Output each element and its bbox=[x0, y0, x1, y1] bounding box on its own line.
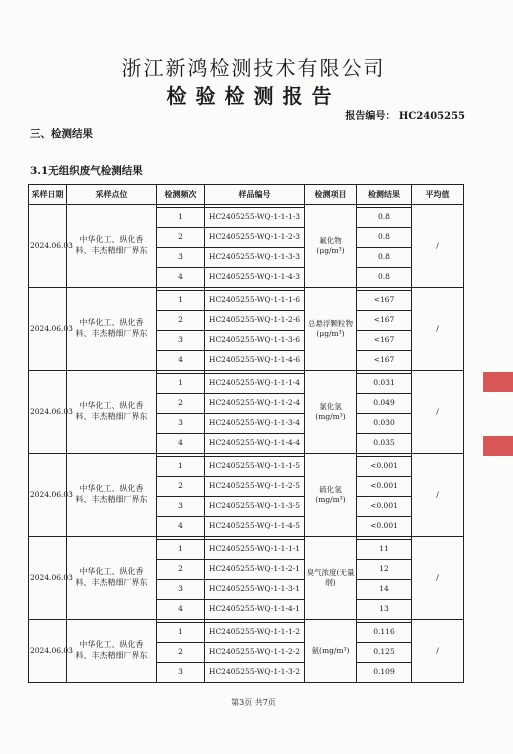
sample-number-cell: HC2405255-WQ-1-1-1-4 bbox=[205, 374, 305, 394]
company-name: 浙江新鸿检测技术有限公司 bbox=[121, 56, 386, 80]
page-footer: 第3页 共7页 bbox=[231, 698, 276, 707]
frequency-cell: 3 bbox=[157, 331, 205, 351]
sample-number-cell: HC2405255-WQ-1-1-2-1 bbox=[205, 560, 305, 580]
seal-stamp-fragment bbox=[483, 372, 507, 392]
col-header-sample-no: 样品编号 bbox=[205, 185, 305, 205]
sample-number-cell: HC2405255-WQ-1-1-1-3 bbox=[205, 208, 305, 228]
result-cell: <0.001 bbox=[357, 477, 412, 497]
sample-number-cell: HC2405255-WQ-1-1-4-4 bbox=[205, 434, 305, 454]
subsection-title: 3.1无组织废气检测结果 bbox=[30, 165, 143, 177]
sample-number-cell: HC2405255-WQ-1-1-2-4 bbox=[205, 394, 305, 414]
report-title: 检验检测报告 bbox=[166, 84, 341, 108]
report-number: 报告编号： HC2405255 bbox=[345, 111, 465, 122]
result-cell: 0.8 bbox=[357, 248, 412, 268]
sample-number-cell: HC2405255-WQ-1-1-2-6 bbox=[205, 311, 305, 331]
sample-number-cell: HC2405255-WQ-1-1-3-1 bbox=[205, 580, 305, 600]
result-cell: 0.8 bbox=[357, 228, 412, 248]
sampling-location-cell: 中华化工、纵化香料、丰杰精细厂界东 bbox=[67, 288, 157, 371]
sampling-location-cell: 中华化工、纵化香料、丰杰精细厂界东 bbox=[67, 205, 157, 288]
sample-number-cell: HC2405255-WQ-1-1-1-1 bbox=[205, 540, 305, 560]
seal-stamp-mark bbox=[483, 436, 513, 456]
sampling-location-cell: 中华化工、纵化香料、丰杰精细厂界东 bbox=[67, 371, 157, 454]
result-cell: 0.049 bbox=[357, 394, 412, 414]
sample-number-cell: HC2405255-WQ-1-1-4-3 bbox=[205, 268, 305, 288]
sampling-date-cell: 2024.06.03 bbox=[29, 537, 67, 620]
test-item-cell: 总悬浮颗粒物(μg/m³) bbox=[305, 288, 357, 371]
result-cell: <0.001 bbox=[357, 497, 412, 517]
table-header-row bbox=[29, 185, 464, 205]
result-cell: 11 bbox=[357, 540, 412, 560]
col-header-result: 检测结果 bbox=[357, 185, 412, 205]
frequency-cell: 4 bbox=[157, 434, 205, 454]
sample-number-cell: HC2405255-WQ-1-1-3-6 bbox=[205, 331, 305, 351]
test-item-cell: 氯化氢(mg/m³) bbox=[305, 371, 357, 454]
result-cell: 0.8 bbox=[357, 208, 412, 228]
test-item-cell: 硫化氢(mg/m³) bbox=[305, 454, 357, 537]
frequency-cell: 3 bbox=[157, 248, 205, 268]
frequency-cell: 2 bbox=[157, 228, 205, 248]
sampling-date-cell: 2024.06.03 bbox=[29, 205, 67, 288]
result-cell: <167 bbox=[357, 311, 412, 331]
sampling-location-cell: 中华化工、纵化香料、丰杰精细厂界东 bbox=[67, 454, 157, 537]
result-cell: <167 bbox=[357, 351, 412, 371]
sample-number-cell: HC2405255-WQ-1-1-2-3 bbox=[205, 228, 305, 248]
result-cell: 0.8 bbox=[357, 268, 412, 288]
col-header-average: 平均值 bbox=[412, 185, 464, 205]
result-cell: <0.001 bbox=[357, 517, 412, 537]
result-cell: <167 bbox=[357, 331, 412, 351]
result-cell: 0.109 bbox=[357, 663, 412, 683]
sampling-date-cell: 2024.06.03 bbox=[29, 620, 67, 683]
frequency-cell: 3 bbox=[157, 414, 205, 434]
result-cell: 12 bbox=[357, 560, 412, 580]
results-table bbox=[28, 184, 464, 683]
sample-number-cell: HC2405255-WQ-1-1-4-1 bbox=[205, 600, 305, 620]
sample-number-cell: HC2405255-WQ-1-1-2-2 bbox=[205, 643, 305, 663]
frequency-cell: 2 bbox=[157, 643, 205, 663]
test-item-cell: 臭气浓度(无量纲) bbox=[305, 537, 357, 620]
frequency-cell: 1 bbox=[157, 291, 205, 311]
frequency-cell: 2 bbox=[157, 560, 205, 580]
average-cell: / bbox=[412, 454, 464, 537]
sample-number-cell: HC2405255-WQ-1-1-1-2 bbox=[205, 623, 305, 643]
result-cell: 0.031 bbox=[357, 374, 412, 394]
sample-number-cell: HC2405255-WQ-1-1-3-4 bbox=[205, 414, 305, 434]
result-cell: 0.035 bbox=[357, 434, 412, 454]
frequency-cell: 1 bbox=[157, 208, 205, 228]
result-cell: 0.030 bbox=[357, 414, 412, 434]
sample-number-cell: HC2405255-WQ-1-1-4-5 bbox=[205, 517, 305, 537]
sampling-date-cell: 2024.06.03 bbox=[29, 371, 67, 454]
sampling-location-cell: 中华化工、纵化香料、丰杰精细厂界东 bbox=[67, 620, 157, 683]
frequency-cell: 3 bbox=[157, 663, 205, 683]
sample-number-cell: HC2405255-WQ-1-1-3-3 bbox=[205, 248, 305, 268]
frequency-cell: 4 bbox=[157, 600, 205, 620]
frequency-cell: 1 bbox=[157, 540, 205, 560]
average-cell: / bbox=[412, 371, 464, 454]
test-item-cell: 氨(mg/m³) bbox=[305, 620, 357, 683]
col-header-item: 检测项目 bbox=[305, 185, 357, 205]
col-header-date: 采样日期 bbox=[29, 185, 67, 205]
frequency-cell: 4 bbox=[157, 268, 205, 288]
average-cell: / bbox=[412, 205, 464, 288]
sample-number-cell: HC2405255-WQ-1-1-2-5 bbox=[205, 477, 305, 497]
average-cell: / bbox=[412, 620, 464, 683]
sample-number-cell: HC2405255-WQ-1-1-4-6 bbox=[205, 351, 305, 371]
average-cell: / bbox=[412, 537, 464, 620]
sample-number-cell: HC2405255-WQ-1-1-3-2 bbox=[205, 663, 305, 683]
frequency-cell: 3 bbox=[157, 497, 205, 517]
seal-stamp-mark bbox=[483, 372, 513, 392]
frequency-cell: 1 bbox=[157, 623, 205, 643]
frequency-cell: 1 bbox=[157, 457, 205, 477]
section-title: 三、检测结果 bbox=[30, 128, 93, 140]
result-cell: 0.125 bbox=[357, 643, 412, 663]
frequency-cell: 2 bbox=[157, 311, 205, 331]
result-cell: 13 bbox=[357, 600, 412, 620]
col-header-frequency: 检测频次 bbox=[157, 185, 205, 205]
result-cell: <0.001 bbox=[357, 457, 412, 477]
frequency-cell: 4 bbox=[157, 517, 205, 537]
col-header-location: 采样点位 bbox=[67, 185, 157, 205]
sample-number-cell: HC2405255-WQ-1-1-3-5 bbox=[205, 497, 305, 517]
frequency-cell: 2 bbox=[157, 477, 205, 497]
sampling-date-cell: 2024.06.03 bbox=[29, 454, 67, 537]
frequency-cell: 4 bbox=[157, 351, 205, 371]
frequency-cell: 1 bbox=[157, 374, 205, 394]
result-cell: 14 bbox=[357, 580, 412, 600]
table-body bbox=[29, 205, 464, 683]
result-cell: 0.116 bbox=[357, 623, 412, 643]
average-cell: / bbox=[412, 288, 464, 371]
seal-stamp-fragment bbox=[483, 436, 507, 456]
sampling-location-cell: 中华化工、纵化香料、丰杰精细厂界东 bbox=[67, 537, 157, 620]
result-cell: <167 bbox=[357, 291, 412, 311]
frequency-cell: 2 bbox=[157, 394, 205, 414]
sampling-date-cell: 2024.06.03 bbox=[29, 288, 67, 371]
sample-number-cell: HC2405255-WQ-1-1-1-5 bbox=[205, 457, 305, 477]
frequency-cell: 3 bbox=[157, 580, 205, 600]
sample-number-cell: HC2405255-WQ-1-1-1-6 bbox=[205, 291, 305, 311]
test-item-cell: 氟化物(μg/m³) bbox=[305, 205, 357, 288]
